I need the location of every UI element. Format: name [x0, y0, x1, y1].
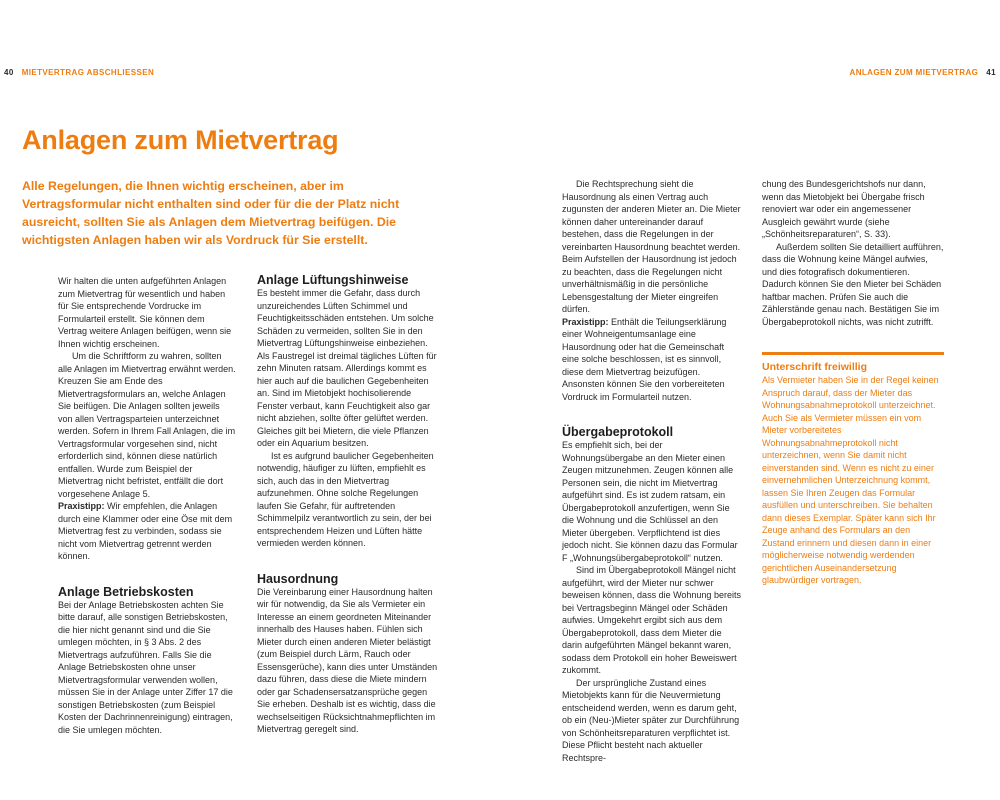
page-title: Anlagen zum Mietvertrag — [22, 125, 339, 155]
infobox-heading: Unterschrift freiwillig — [762, 361, 868, 373]
praxistipp-label-2: Praxistipp: — [562, 316, 609, 327]
text-column-3 — [562, 178, 743, 764]
heading-uebergabeprotokoll: Übergabeprotokoll — [562, 425, 674, 439]
hausordnung-paragraph: Die Vereinbarung einer Hausordnung halten wir für notwendig, da Sie als Vermieter ein Interesse an einem geordneten Miteinander innerhalb des Hauses haben. Fühlen sich Mieter durch einen anderen Mieter belästigt (zum Beispiel durch Lärm, Rauch oder Essensgerüche), kann dies unter Umständen dazu führen, dass diese die Miete mindern oder gar Schadensersatzansprüche gegen Sie erheben. Deshalb ist es wichtig, dass die wechselseitigen Rücksichtnahmepflichten im Mietvertrag geregelt sind. — [257, 586, 438, 734]
text-column-1 — [58, 275, 236, 736]
rechtsprechung-paragraph: Die Rechtsprechung sieht die Hausordnung als einen Vertrag auch zugunsten der anderen Mieter an. Die Mieter können daher untereinander darauf bestehen, dass die Regelungen in der vereinbarten Hausordnung beachtet werden. Beim Aufstellen der Hausordnung ist jedoch zu beachten, dass die Regelungen nicht unverhältnismäßig in die persönliche Lebensgestaltung der Mieter eingreifen dürfen. — [562, 179, 741, 314]
infobox-rule — [762, 352, 944, 355]
lueftung-paragraph-1: Es besteht immer die Gefahr, dass durch unzureichendes Lüften Schimmel und Feuchtigkeitsschäden entstehen. Um solche Schäden zu vermeiden, sollten Sie in den Mietvertrag Lüftungshinweise einbeziehen. Als Faustregel ist dreimal tägliches Lüften für zehn Minuten ratsam. Allerdings kommt es hier auch auf die baulichen Gegebenheiten an. Sind im Mietobjekt hochisolierende Fenster verbaut, kann Feuchtigkeit also gar nicht abziehen, sollte öfter gelüftet werden. Gleiches gilt bei Mietern, die viele Pflanzen oder ein Aquarium besitzen. — [257, 288, 437, 448]
text-column-2 — [257, 273, 441, 736]
infobox-unterschrift — [762, 361, 944, 587]
heading-hausordnung: Hausordnung — [257, 571, 339, 586]
intro-paragraph: Wir halten die unten aufgeführten Anlagen zum Mietvertrag für wesentlich und haben für Sie entsprechende Vordrucke im Formularteil erstellt. Sie können dem Vertrag weitere Anlagen beifügen, wenn sie Ihnen wichtig erscheinen. — [58, 276, 232, 349]
page-number-right: 41 — [986, 68, 996, 77]
heading-lueftungshinweise: Anlage Lüftungshinweise — [257, 273, 409, 287]
heading-betriebskosten: Anlage Betriebskosten — [58, 584, 194, 599]
running-header-left-label: MIETVERTRAG ABSCHLIESSEN — [21, 68, 155, 77]
lueftung-paragraph-2: Ist es aufgrund baulicher Gegebenheiten notwendig, häufiger zu lüften, empfiehlt es sich, auch das in den Mietvertrag aufzunehmen. Ohne solche Regelungen laufen Sie Gefahr, für auftretenden Schimmelpilz verantwortlich zu sein, der bei entsprechendem Heizen und Lüften hätte vermieden werden können. — [257, 450, 434, 548]
page-number-left: 40 — [4, 68, 14, 77]
praxistipp-text: Wir empfehlen, die Anlagen durch eine Klammer oder eine Öse mit dem Mietvertrag fest zu verbinden, sodass sie nicht vom Mietvertrag getrennt werden können. — [58, 501, 233, 561]
praxistipp-hausordnung-paragraph — [562, 316, 743, 404]
bgh-paragraph: chung des Bundesgerichtshofs nur dann, wenn das Mietobjekt bei Übergabe frisch renoviert war oder ein angemessener Ausgleich gewährt wurde (siehe „Schönheitsreparaturen“, S. 33). — [762, 179, 926, 239]
praxistipp-paragraph — [58, 500, 236, 563]
praxistipp-hausordnung-text: Enthält die Teilungserklärung einer Wohneigentumsanlage eine Hausordnung oder hat die Gemeinschaft eine solche beschlossen, ist es sinnvoll, diese dem Mietvertrag beizufügen. Ansonsten können Sie den vorbereiteten Vordruck im Formularteil nutzen. — [562, 316, 727, 402]
running-header-right — [850, 68, 996, 77]
schriftform-paragraph: Um die Schriftform zu wahren, sollten alle Anlagen im Mietvertrag erwähnt werden. Kreuzen Sie am Ende des Mietvertragsformulars an, welche Anlagen Sie beifügen. Die Anlagen sollten jeweils von allen Vertragsparteien unterzeichnet werden. Sofern in Ihrem Fall Anlagen, die im Vertragsformular vorgesehen sind, nicht erforderlich sind, können diese natürlich entfallen. Wurde zum Beispiel der Mietvertrag nicht befristet, entfällt die dort vorgesehene Anlage 5. — [58, 351, 236, 499]
praxistipp-label: Praxistipp: — [58, 501, 105, 511]
infobox-text: Als Vermieter haben Sie in der Regel keinen Anspruch darauf, dass der Mieter das Wohnungsabnahmeprotokoll unterzeichnet. Auch Sie als Vermieter müssen ein vom Mieter vorbereitetes Wohnungsabnahmeprotokoll nicht unterzeichnen, wenn Sie damit nicht einverstanden sind. Wenn es nicht zu einer einvernehmlichen Unterzeichnung kommt, lassen Sie Ihren Zeugen das Formular ausfüllen und unterschreiben. Sie behalten dann dieses Exemplar. Später kann sich Ihr Zeuge anhand des Formulars an den Zustand erinnern und diesen dann in einer möglicherweise notwendig werdenden gerichtlichen Auseinandersetzung glaubwürdiger vortragen. — [762, 375, 939, 585]
text-column-4 — [762, 178, 944, 587]
uebergabe-paragraph-3: Der ursprüngliche Zustand eines Mietobjekts kann für die Neuvermietung entscheidend werden, wenn es darum geht, ob ein (Neu-)Mieter später zur Durchführung von Schönheitsreparaturen verpflichtet ist. Diese Pflicht besteht nach aktueller Rechtspre- — [562, 677, 740, 763]
lead-paragraph: Alle Regelungen, die Ihnen wichtig erscheinen, aber im Vertragsformular nicht enthalten sind oder für die der Platz nicht ausreicht, sollten Sie als Anlagen dem Mietvertrag beifügen. Die wichtigsten Anlagen haben wir als Vordruck für Sie erstellt. — [22, 179, 400, 247]
maengel-paragraph: Außerdem sollten Sie detailliert aufführen, dass die Wohnung keine Mängel aufwies, und dies fotografisch dokumentieren. Dadurch können Sie den Mieter bei Schäden haftbar machen. Prüfen Sie auch die Zählerstände genau nach. Bestätigen Sie im Übergabeprotokoll nichts, was nicht zutrifft. — [762, 241, 944, 327]
running-header-right-label: ANLAGEN ZUM MIETVERTRAG — [849, 68, 979, 77]
uebergabe-paragraph-1: Es empfiehlt sich, bei der Wohnungsübergabe an den Mieter einen Zeugen mitzunehmen. Zeugen können alle Personen sein, die nicht im Mietvertrag aufgeführt sind. Es ist zudem ratsam, ein Übergabeprotokoll anzufertigen, wenn Sie die Wohnung und die Schlüssel an den Mieter übergeben. Verpflichtend ist dies jedoch nicht. Sie können dazu das Formular F „Wohnungsübergabeprotokoll“ nutzen. — [562, 440, 738, 563]
betriebskosten-paragraph: Bei der Anlage Betriebskosten achten Sie bitte darauf, alle sonstigen Betriebskosten, die hier nicht genannt sind und die Sie umlegen möchten, in § 3 Abs. 2 des Mietvertrags aufzuführen. Falls Sie die Anlage Betriebskosten ohne unser Mietvertragsformular verwenden wollen, müssen Sie in der Anlage unter Ziffer 17 die sonstigen Betriebskosten (zum Beispiel Kosten der Dachrinnenreinigung) eintragen, die Sie umlegen möchten. — [58, 599, 233, 735]
uebergabe-paragraph-2: Sind im Übergabeprotokoll Mängel nicht aufgeführt, wird der Mieter nur schwer beweisen können, dass die Wohnung bereits bei Vertragsbeginn Mängel oder Schäden aufwies. Umgekehrt ergibt sich aus dem Übergabeprotokoll, dass dem Mieter die darin aufgeführten Mängel bekannt waren, sodass dem Protokoll ein hoher Beweiswert zukommt. — [562, 565, 741, 675]
running-header-left — [4, 68, 154, 77]
